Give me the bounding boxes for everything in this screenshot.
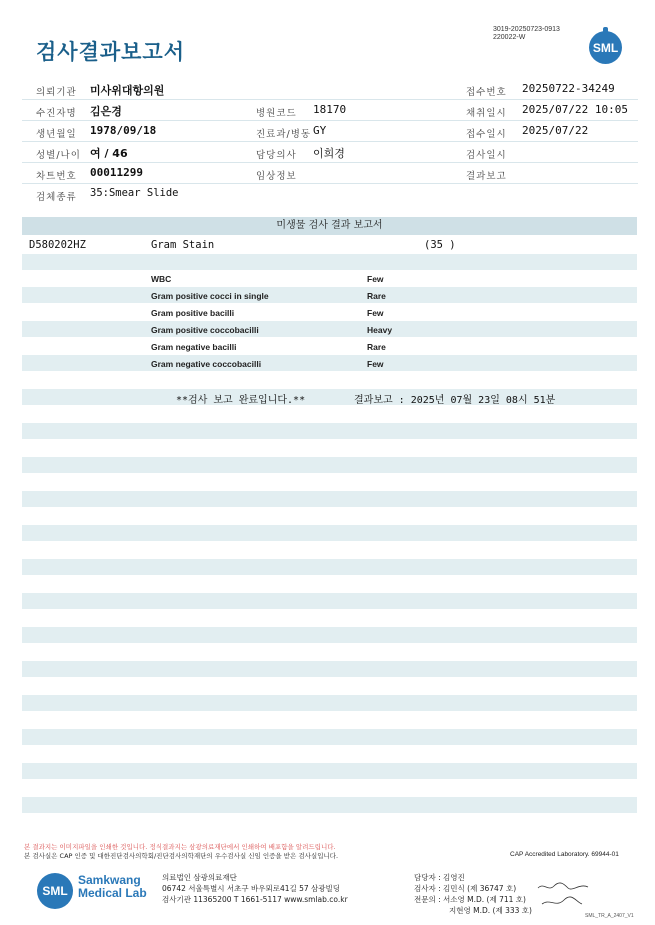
form-code: SML_TR_A_2407_V1 (585, 913, 634, 919)
sml-footer-logo: SML (37, 873, 73, 909)
result-name: Gram positive bacilli (151, 308, 235, 318)
row-stripe (22, 491, 637, 507)
specimen-value: 35:Smear Slide (90, 187, 179, 199)
result-value: Few (367, 359, 384, 369)
signature-image (536, 880, 596, 912)
row-stripe (22, 661, 637, 677)
document-code-line1: 3019-20250723-0913 (493, 26, 560, 33)
info-row-4 (22, 142, 638, 163)
collect-label: 채취일시 (466, 108, 507, 119)
dob-label: 생년월일 (36, 129, 77, 140)
requester-label: 의뢰기관 (36, 87, 77, 98)
staff-info (414, 872, 532, 916)
brand-name (78, 874, 147, 900)
cap-accreditation: CAP Accredited Laboratory. 69944-01 (510, 851, 619, 858)
row-stripe (22, 423, 637, 439)
result-value: Few (367, 308, 384, 318)
dob-value: 1978/09/18 (90, 124, 157, 137)
row-stripe (22, 321, 637, 337)
test-code: D580202HZ (29, 239, 86, 251)
result-name: WBC (151, 274, 172, 284)
staff-specialist-1: 전문의 : 서소영 M.D. (제 711 호) (414, 895, 526, 904)
staff-tester: 검사자 : 김민식 (제 36747 호) (414, 884, 517, 893)
info-row-6 (22, 184, 638, 204)
result-name: Gram positive cocci in single (151, 291, 269, 301)
org-contact: 검사기관 11365200 T 1661-5117 www.smlab.co.kr (162, 895, 348, 904)
receipt-no-value: 20250722-34249 (522, 82, 615, 95)
result-value: Rare (367, 291, 386, 301)
test-name: Gram Stain (151, 239, 215, 251)
result-name: Gram negative coccobacilli (151, 359, 262, 369)
row-stripe (22, 695, 637, 711)
row-stripe (22, 729, 637, 745)
completion-message: **검사 보고 완료입니다.** (176, 395, 306, 406)
info-row-1 (22, 79, 638, 100)
brand-name-line2: Medical Lab (78, 886, 147, 900)
sex-age-value: 여 / 46 (90, 147, 128, 160)
result-value: Heavy (367, 325, 393, 335)
sml-logo: SML (589, 31, 622, 64)
row-stripe (22, 559, 637, 575)
row-stripe (22, 763, 637, 779)
test-date-label: 검사일시 (466, 150, 507, 161)
org-name: 의료법인 삼광의료재단 (162, 873, 237, 882)
result-name: Gram positive coccobacilli (151, 325, 259, 335)
receipt-date-value: 2025/07/22 (522, 124, 589, 137)
sex-age-label: 성별/나이 (36, 150, 81, 161)
dept-value: GY (313, 124, 327, 137)
chart-value: 00011299 (90, 166, 143, 179)
collect-value: 2025/07/22 10:05 (522, 103, 628, 116)
row-stripe (22, 593, 637, 609)
row-stripe (22, 287, 637, 303)
info-row-2 (22, 100, 638, 121)
receipt-date-label: 접수일시 (466, 129, 507, 140)
row-stripe (22, 457, 637, 473)
hospital-code-label: 병원코드 (256, 108, 297, 119)
row-stripe (22, 627, 637, 643)
specimen-label: 검체종류 (36, 192, 77, 203)
clinical-label: 임상정보 (256, 171, 297, 182)
info-row-5 (22, 163, 638, 184)
patient-value: 김은경 (90, 105, 122, 118)
doctor-value: 이희경 (313, 147, 345, 160)
staff-manager: 담당자 : 김영진 (414, 873, 465, 882)
dept-label: 진료과/병동 (256, 129, 312, 140)
patient-label: 수진자명 (36, 108, 77, 119)
notice-red: 본 결과지는 이미지파일을 인쇄한 것입니다. 정식결과지는 삼광의료재단에서 인쇄하여 배포함을 알려드립니다. (24, 843, 336, 851)
requester-value: 미사위대항의원 (90, 84, 165, 97)
chart-label: 차트번호 (36, 171, 77, 182)
document-code (493, 26, 560, 42)
brand-name-line1: Samkwang (78, 873, 141, 887)
result-value: Few (367, 274, 384, 284)
org-address: 06742 서울특별시 서초구 바우뫼로41길 57 삼광빌딩 (162, 884, 341, 893)
staff-specialist-2: 지현영 M.D. (제 333 호) (449, 906, 532, 915)
hospital-code-value: 18170 (313, 103, 347, 116)
document-code-line2: 220022-W (493, 34, 526, 41)
page-title: 검사결과보고서 (36, 40, 186, 64)
notice-cap: 본 검사실은 CAP 인증 및 대한진단검사의학회/진단검사의학재단의 우수검사실 신임 인증을 받은 검사실입니다. (24, 852, 339, 860)
row-stripe (22, 254, 637, 270)
receipt-no-label: 접수번호 (466, 87, 507, 98)
test-number: (35 ) (424, 239, 456, 251)
row-stripe (22, 797, 637, 813)
report-time: 결과보고 : 2025년 07월 23일 08시 51분 (354, 395, 556, 406)
report-label: 결과보고 (466, 171, 507, 182)
result-name: Gram negative bacilli (151, 342, 237, 352)
row-stripe (22, 525, 637, 541)
section-title: 미생물 검사 결과 보고서 (22, 217, 637, 235)
doctor-label: 담당의사 (256, 150, 297, 161)
info-row-3 (22, 121, 638, 142)
row-stripe (22, 355, 637, 371)
org-info (162, 872, 348, 905)
result-value: Rare (367, 342, 386, 352)
